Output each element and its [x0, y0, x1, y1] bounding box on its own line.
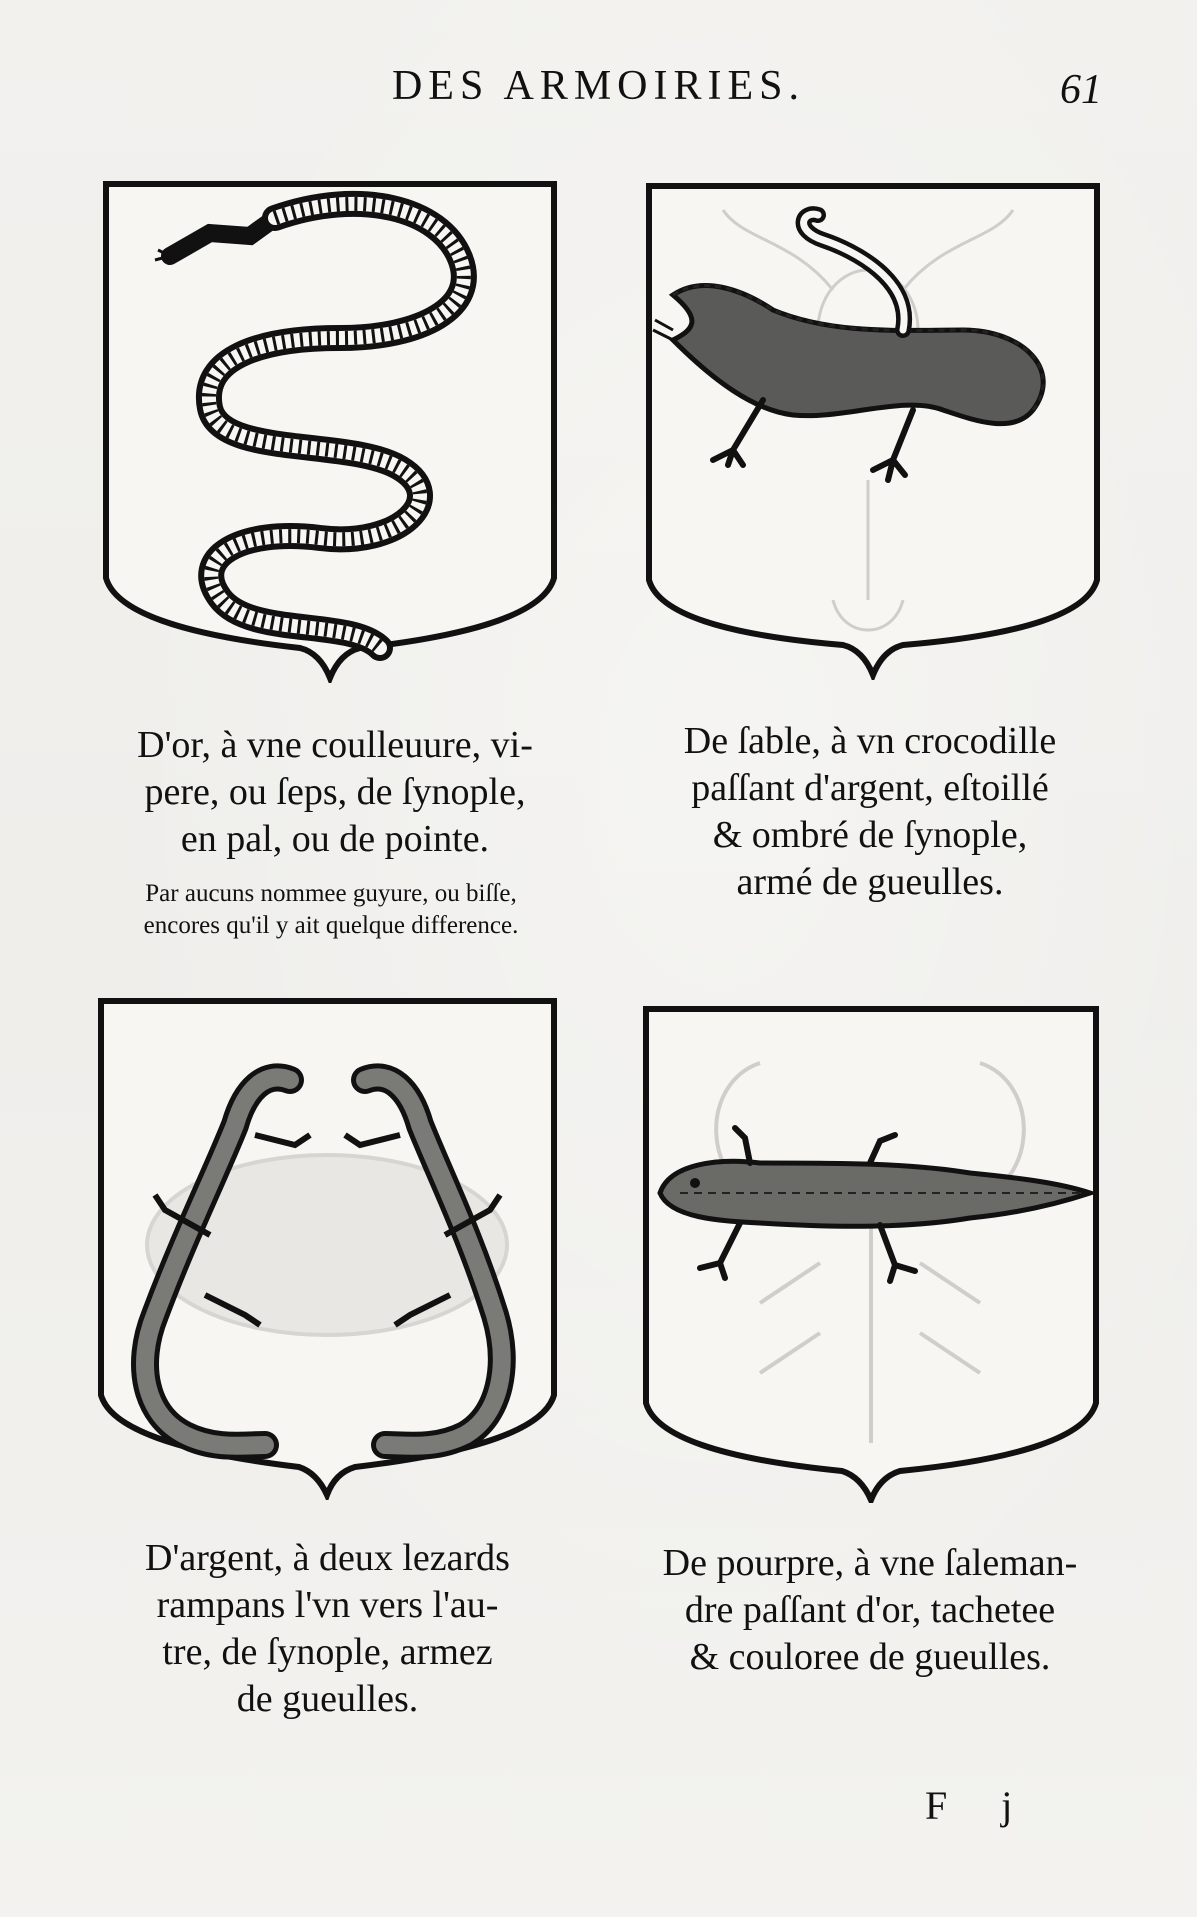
- blazon-salamander: [630, 1540, 1110, 1681]
- shield-crocodile: [643, 180, 1103, 680]
- signature-mark: F j: [925, 1783, 1035, 1828]
- blazon-crocodile: [640, 718, 1100, 906]
- blazon-line: de gueulles.: [236, 1678, 419, 1720]
- blazon-line: en pal, ou de pointe.: [180, 818, 490, 860]
- note-line: encores qu'il y ait quelque difference.: [143, 912, 519, 939]
- running-head: DES ARMOIRIES.: [391, 63, 806, 109]
- blazon-line: D'argent, à deux lezards: [145, 1537, 510, 1579]
- blazon-line: pere, ou ſeps, de ſynople,: [144, 771, 526, 813]
- blazon-viper: [110, 722, 560, 863]
- blazon-line: De ſable, à vn crocodille: [683, 720, 1057, 762]
- shield-salamander: [640, 1003, 1102, 1503]
- blazon-line: tre, de ſynople, armez: [162, 1631, 493, 1673]
- blazon-line: paſſant d'argent, eſtoillé: [691, 767, 1049, 809]
- blazon-line: rampans l'vn vers l'au-: [156, 1584, 499, 1626]
- page-number: 61: [1060, 67, 1102, 113]
- blazon-note-viper: [96, 878, 566, 942]
- blazon-line: & coulоree de gueulles.: [689, 1636, 1051, 1678]
- note-line: Par aucuns nommee guyure, ou biſſe,: [145, 880, 517, 907]
- blazon-line: De pourpre, à vne ſaleman-: [662, 1542, 1078, 1584]
- blazon-line: dre paſſant d'or, tachetee: [684, 1589, 1056, 1631]
- shield-lizards: [95, 995, 560, 1500]
- blazon-line: & ombré de ſynople,: [712, 814, 1028, 856]
- shield-viper: [100, 178, 560, 683]
- blazon-line: D'or, à vne coulleuure, vi-: [137, 724, 533, 766]
- blazon-lizards: [100, 1535, 555, 1723]
- blazon-line: armé de gueulles.: [736, 861, 1004, 903]
